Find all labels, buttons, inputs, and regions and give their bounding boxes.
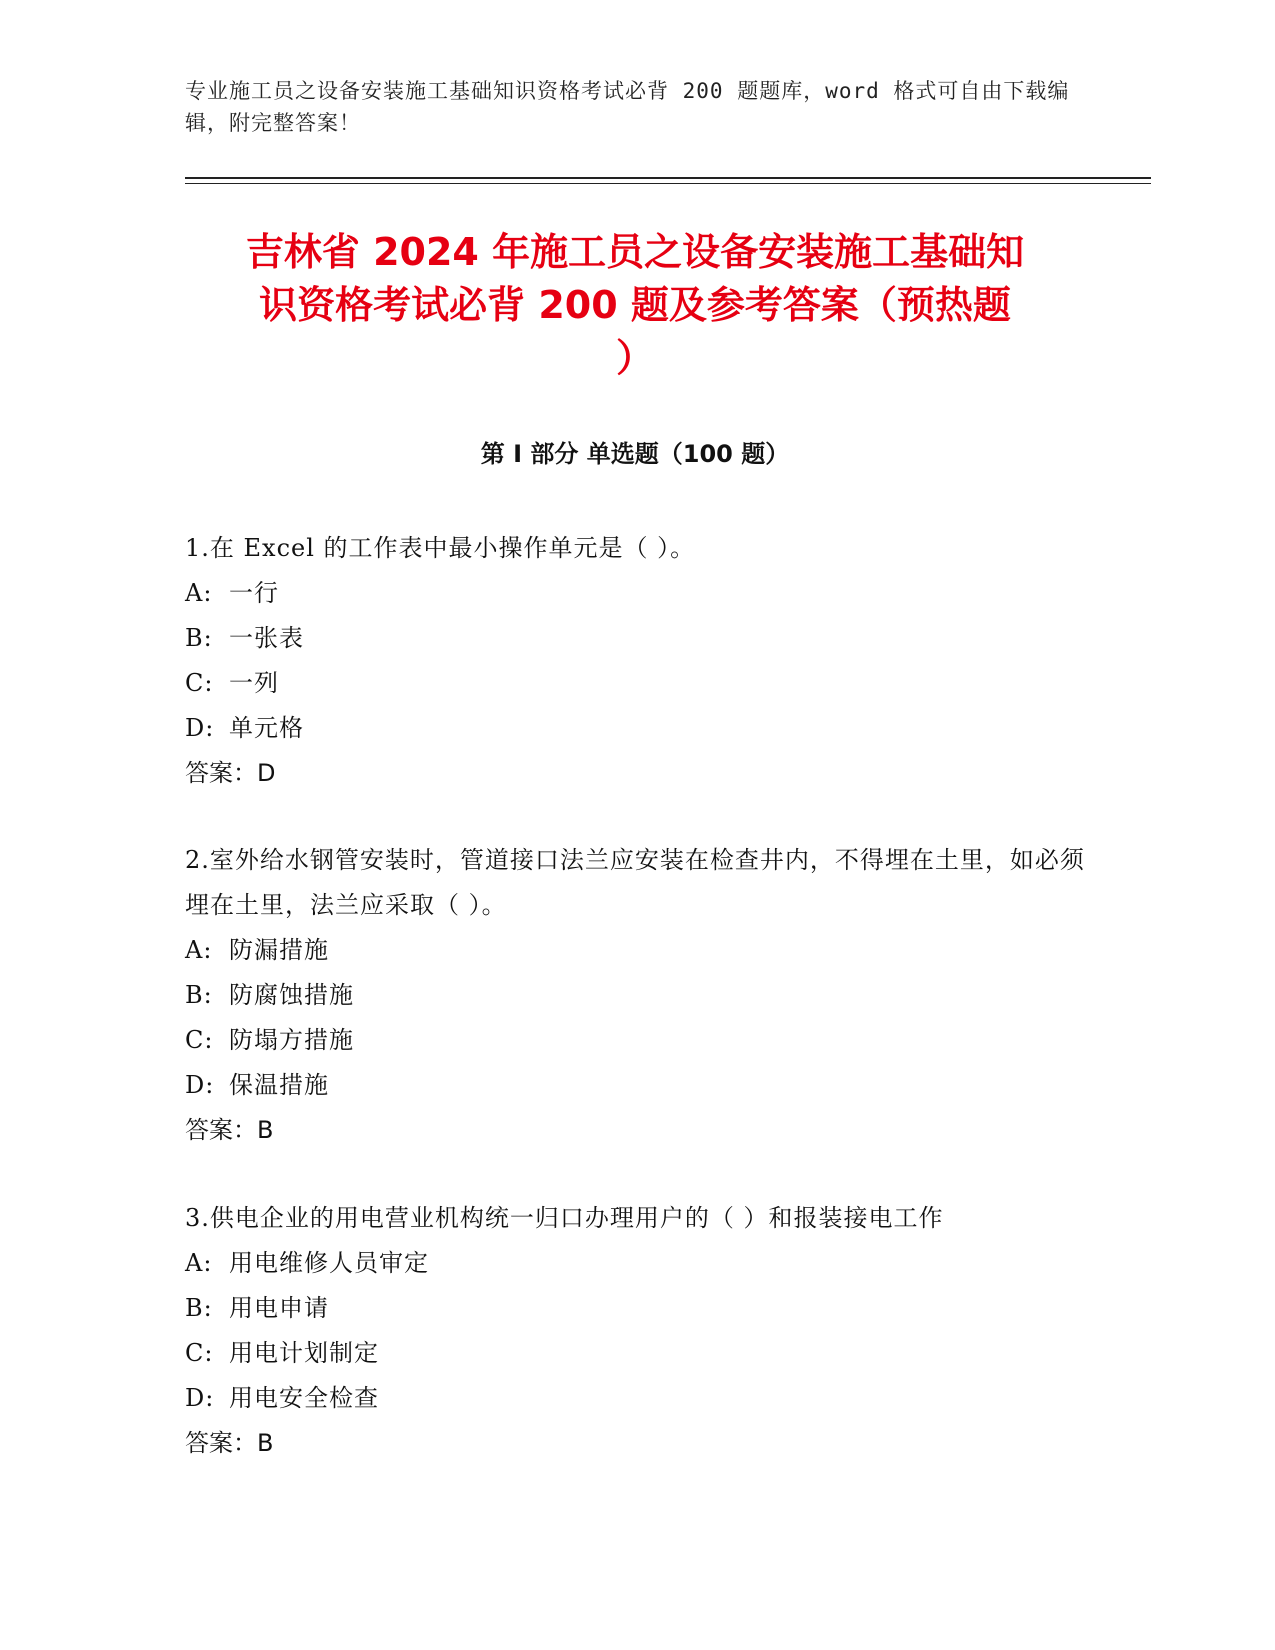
option-text: 用电计划制定 <box>229 1339 379 1367</box>
question-block <box>185 1196 1085 1466</box>
option-letter: C: <box>185 1026 214 1054</box>
option-text: 保温措施 <box>229 1071 329 1099</box>
option-letter: B: <box>185 624 213 652</box>
question-block <box>185 526 1085 796</box>
option-c <box>185 1331 1085 1376</box>
option-letter: C: <box>185 1339 214 1367</box>
option-letter: D: <box>185 714 215 742</box>
option-text: 用电维修人员审定 <box>229 1249 429 1277</box>
document-title-line-1: 吉林省 2024 年施工员之设备安装施工基础知 <box>245 230 1025 274</box>
option-text: 防塌方措施 <box>229 1026 354 1054</box>
option-d <box>185 1376 1085 1421</box>
option-letter: A: <box>185 579 213 607</box>
question-stem: 1.在 Excel 的工作表中最小操作单元是（ ）。 <box>185 534 696 562</box>
option-text: 一张表 <box>229 624 304 652</box>
answer-line: 答案：B <box>185 1116 274 1144</box>
question-stem: 3.供电企业的用电营业机构统一归口办理用户的（ ）和报装接电工作 <box>185 1204 944 1232</box>
option-letter: B: <box>185 981 213 1009</box>
document-title-line-3: ） <box>615 336 654 380</box>
option-b <box>185 616 1085 661</box>
option-a <box>185 571 1085 616</box>
option-b <box>185 1286 1085 1331</box>
header-rule-thin <box>185 183 1151 184</box>
option-b <box>185 973 1085 1018</box>
document-title-line-2: 识资格考试必背 200 题及参考答案（预热题 <box>259 283 1011 327</box>
option-letter: D: <box>185 1384 215 1412</box>
option-letter: A: <box>185 1249 213 1277</box>
option-a <box>185 928 1085 973</box>
option-c <box>185 1018 1085 1063</box>
option-letter: A: <box>185 936 213 964</box>
option-text: 防腐蚀措施 <box>229 981 354 1009</box>
option-text: 单元格 <box>229 714 304 742</box>
option-d <box>185 1063 1085 1108</box>
option-text: 用电安全检查 <box>229 1384 379 1412</box>
option-letter: B: <box>185 1294 213 1322</box>
option-text: 一列 <box>229 669 279 697</box>
option-text: 一行 <box>229 579 279 607</box>
answer-line: 答案：B <box>185 1429 274 1457</box>
question-block <box>185 838 1085 1153</box>
question-stem: 2.室外给水钢管安装时，管道接口法兰应安装在检查井内，不得埋在土里，如必须埋在土里，法兰应采取（ ）。 <box>185 846 1085 919</box>
option-letter: C: <box>185 669 214 697</box>
option-c <box>185 661 1085 706</box>
document-title <box>185 226 1085 385</box>
option-d <box>185 706 1085 751</box>
option-text: 用电申请 <box>229 1294 329 1322</box>
option-text: 防漏措施 <box>229 936 329 964</box>
header-rule-thick <box>185 177 1151 179</box>
header-note: 专业施工员之设备安装施工基础知识资格考试必背 200 题题库，word 格式可自由下载编辑，附完整答案！ <box>185 79 1070 135</box>
answer-line: 答案：D <box>185 759 276 787</box>
option-letter: D: <box>185 1071 215 1099</box>
section-heading: 第 I 部分 单选题（100 题） <box>480 440 790 468</box>
option-a <box>185 1241 1085 1286</box>
